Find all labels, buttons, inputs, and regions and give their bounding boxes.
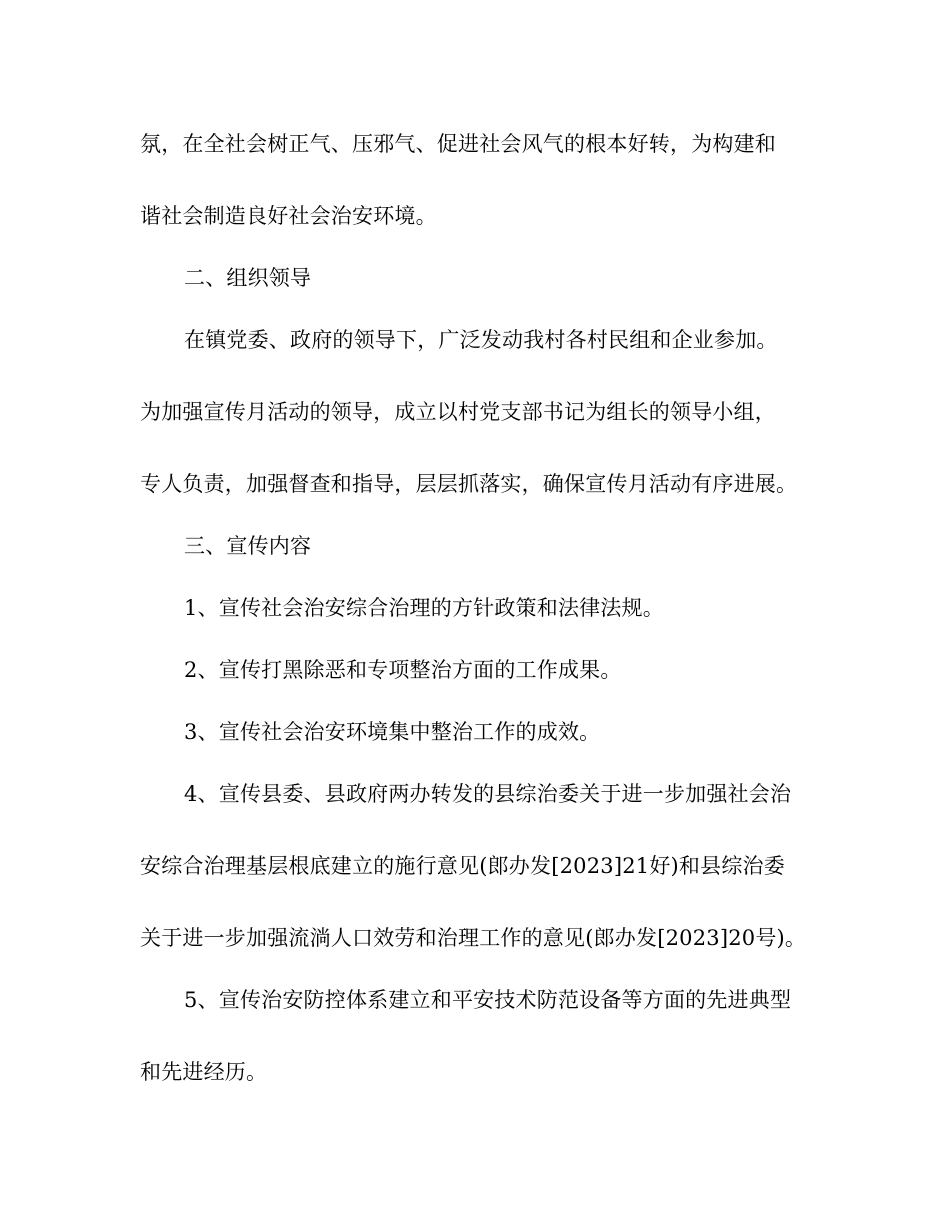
list-item: 4、宣传县委、县政府两办转发的县综治委关于进一步加强社会治	[184, 782, 792, 806]
paragraph-line: 谐社会制造良好社会治安环境。	[140, 204, 437, 228]
paragraph-line: 关于进一步加强流淌人口效劳和治理工作的意见(郎办发[2023]20号)。	[140, 926, 807, 950]
paragraph-line: 安综合治理基层根底建立的施行意见(郎办发[2023]21好)和县综治委	[140, 854, 785, 878]
section-heading: 二、组织领导	[184, 266, 312, 290]
list-item: 1、宣传社会治安综合治理的方针政策和法律法规。	[184, 596, 664, 620]
paragraph-line: 和先进经历。	[140, 1060, 268, 1084]
list-item: 2、宣传打黑除恶和专项整治方面的工作成果。	[184, 658, 622, 682]
list-item: 5、宣传治安防控体系建立和平安技术防范设备等方面的先进典型	[184, 988, 792, 1012]
paragraph-line: 专人负责，加强督查和指导，层层抓落实，确保宣传月活动有序进展。	[140, 472, 798, 496]
paragraph-line: 在镇党委、政府的领导下，广泛发动我村各村民组和企业参加。	[184, 328, 778, 352]
paragraph-line: 氛，在全社会树正气、压邪气、促进社会风气的根本好转，为构建和	[140, 132, 776, 156]
list-item: 3、宣传社会治安环境集中整治工作的成效。	[184, 720, 601, 744]
section-heading: 三、宣传内容	[184, 534, 312, 558]
paragraph-line: 为加强宣传月活动的领导，成立以村党支部书记为组长的领导小组，	[140, 400, 776, 424]
